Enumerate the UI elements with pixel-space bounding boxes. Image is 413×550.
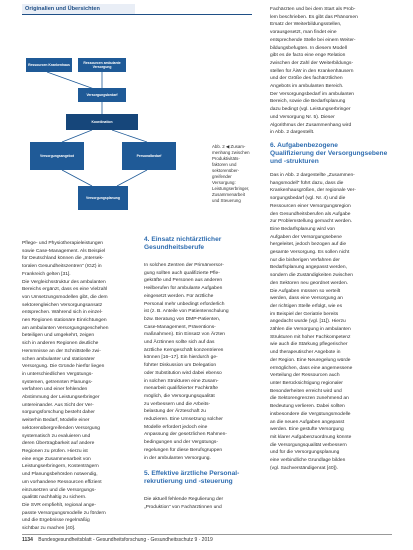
text-line: systemen, getrennten Planungs- [22, 379, 93, 385]
caption-line: und Steuerung [212, 198, 241, 203]
text-line: insbesondere die Vergütungsmodelle [270, 411, 351, 417]
text-line: gekräfte und Personen aus anderen [144, 278, 223, 284]
text-line: regelungen für diese Berufsgruppen [144, 447, 223, 453]
page-number: 1134 [22, 537, 33, 543]
text-line: Qualifizierung der Versorgungsebene [270, 150, 388, 157]
text-line: untereinander. Aus Sicht der Ver- [22, 402, 94, 408]
text-line: in der ambulanten Versorgung. [144, 455, 211, 461]
text-line: die Sektorengrenzen zunehmend an [270, 396, 349, 402]
text-line: menarbeit qualifizierter Fachkräfte [144, 386, 218, 392]
text-line: Abstimmung der Leistungserbringer [22, 395, 100, 401]
text-line: Pflege- und Physiotherapieleistungen [22, 241, 104, 246]
text-line: um vorhandene Ressourcen effizient [22, 479, 102, 485]
box-ressourcen-amb: Ressourcen ambulante Versorgung [78, 58, 126, 72]
text-line: Case-Management, Präventions- [144, 324, 216, 330]
text-line: ermöglichen, dass eine angemessene [270, 365, 353, 371]
journal-name: Bundesgesundheitsblatt - Gesundheitsforschung - Gesundheitsschutz 9 · 2019 [38, 537, 213, 543]
text-line: Versorgung. Die Gründe hierfür liegen [22, 364, 105, 370]
text-line: möglich, die Versorgungsqualität [144, 393, 215, 399]
text-line: und der Größe des fachärztlichen [270, 76, 343, 82]
text-line: gung sollten auch qualifizierte Pfle- [144, 270, 220, 276]
text-line: Besonderheiten erreicht wird und [270, 388, 342, 394]
text-line: und die Ergebnisse regelmäßig [22, 518, 90, 524]
text-line: sowie Case-Management. Als Beispiel [22, 248, 106, 254]
text-line: und Versorgung Nr. 5). Dieser [270, 114, 335, 120]
text-line: sondern die Zuständigkeiten zwischen [270, 273, 353, 279]
column-left [22, 240, 138, 533]
text-line: Gesundheitsberufe [144, 244, 205, 251]
text-line: 5. Effektive ärztliche Personal- [144, 470, 240, 477]
text-line: weiterhin Bedarf, Modelle einer [22, 418, 90, 424]
text-line: qualität nachhaltig zu sichern. [22, 495, 87, 501]
text-line: bedingungen und der Vergütungs- [144, 440, 218, 446]
text-line: an die neuen Aufgaben angepasst [270, 419, 345, 425]
text-line: lem beschrieben. Es gibt das Phänomen [270, 14, 358, 20]
text-line: Algorithmus der Zusammenhang wird [270, 122, 352, 128]
text-line: den Sektoren neu geordnet werden. [270, 280, 349, 286]
text-line: Bedarfsplanung angepasst werden, [270, 265, 347, 271]
text-line: eine enge Zusammenarbeit von [22, 456, 91, 462]
text-line: am ambulanten Versorgungsgeschehen [22, 325, 109, 331]
text-line: 4. Einsatz nichtärztlicher [144, 236, 222, 243]
text-line: entsprechende Stelle bei einem Weiter- [270, 37, 356, 43]
text-line: Krankenhausgrößen, der regionale Ver- [270, 188, 356, 194]
text-line: deren Übertragbarkeit auf andere [22, 441, 95, 447]
section-6-body [270, 172, 392, 472]
text-line: eine verbindliche Grundlage bilden [270, 458, 346, 464]
caption-line: Versorgung: [212, 180, 236, 185]
text-line: schen ambulanter und stationärer [22, 356, 95, 362]
box-koordination: Koordination [66, 114, 138, 130]
text-line: und Planungsbehörden notwendig, [22, 472, 98, 478]
caption-line: Leistungserbringer, [212, 186, 250, 191]
text-line: entsprechen. Während sich in einzel- [22, 310, 103, 316]
text-line: nur die bisherigen Verfahren der [270, 257, 340, 263]
text-line: systematisch zu evaluieren und [22, 433, 91, 439]
text-line: angedacht wurde (vgl. [11]). Hierzu [270, 319, 346, 325]
text-line: und Ärztinnen sollte sich auf das [144, 340, 215, 346]
text-line: Hemmnisse an der Schnittstelle zwi- [22, 348, 101, 354]
section-5-heading [144, 470, 254, 486]
text-line: Regionen zu prüfen. Hierzu ist [22, 448, 88, 454]
text-line: hergeleitet, jedoch bezogen auf die [270, 242, 347, 248]
caption-line: menhang zwischen [212, 150, 250, 155]
text-line: und -strukturen [270, 158, 319, 165]
caption-line: Abb. 2 ◀ Zusam- [212, 144, 246, 149]
text-line: gesamte Versorgung. Es sollen nicht [270, 250, 350, 256]
text-line: dazu bedingt (vgl. Leistungserbringer [270, 107, 351, 113]
text-line: die Versorgungsqualität verbessern [270, 442, 347, 448]
section-6-heading [270, 142, 392, 166]
text-line: zur Problemstellung gemacht werden. [270, 219, 353, 225]
text-line: Modelle erfordert jedoch eine [144, 424, 208, 430]
text-line: der Region. Eine Neuregelung würde [270, 357, 351, 363]
text-line: im Beispiel der Geriatrie bereits [270, 311, 339, 317]
text-line: „Produktion“ von Fachärztinnen und [144, 504, 222, 510]
text-line: mit klarer Aufgabenzuordnung könnte [270, 434, 352, 440]
footer-rule [22, 534, 392, 535]
section-4-body [144, 262, 254, 462]
text-line: maßnahmen). Ein Einsatz von Ärzten [144, 332, 226, 338]
section-label: Originalien und Übersichten [22, 4, 135, 14]
text-line: zwischen der Zahl der Weiterbildungs- [270, 60, 354, 66]
text-line: und therapeutischer Angebote in [270, 350, 341, 356]
text-line: Angebots im ambulanten Bereich. [270, 84, 344, 90]
text-line: den Gesundheitsberufen als Aufgabe [270, 211, 351, 217]
text-line: verfahren und einer fehlenden [22, 387, 88, 393]
figure-2 [22, 38, 252, 234]
text-line: zählen die Versorgung in ambulanten [270, 327, 351, 333]
text-line: Heilberufen für ambulante Aufgaben [144, 286, 223, 292]
text-line: Verteilung der Ressourcen auch [270, 373, 340, 379]
text-line: zu verbessern und die Arbeits- [144, 401, 211, 407]
text-line: Die Vergleichsstruktur des ambulanten [22, 279, 106, 285]
text-line: oder Substitution wird dabei ebenso [144, 370, 222, 376]
text-line: Personal mehr unbedingt erforderlich [144, 301, 225, 307]
text-line: werden, dass eine Versorgung an [270, 296, 343, 302]
text-line: in Abb. 2 dargestellt. [270, 130, 315, 136]
text-line: Die SVR empfiehlt, regional ange- [22, 502, 96, 508]
text-line: bildungsbefugten. In diesem Modell [270, 45, 347, 51]
text-line: ärztliche Kerngeschäft konzentrieren [144, 347, 224, 353]
text-line: sich in anderen Regionen deutliche [22, 341, 99, 347]
text-line: (vgl. Sachverständigenrat [40]). [270, 465, 338, 471]
text-line: nen Regionen stationäre Einrichtungen [22, 318, 107, 324]
text-line: stellen für ÄiW in den Krankenhäusern [270, 68, 354, 74]
text-line: in solchen Strukturen eine Zusam- [144, 378, 219, 384]
column-right-top [270, 6, 392, 137]
text-line: vorausgesetzt, man findet eine [270, 30, 337, 36]
text-line: in unterschiedlichen Vergütungs- [22, 371, 93, 377]
text-line: beteiligen und umgekehrt, zeigen [22, 333, 95, 339]
text-line: Bereichs ergänzt, dass es eine Vielzahl [22, 287, 108, 293]
section-4-heading [144, 236, 254, 252]
section-5-body [144, 496, 254, 511]
text-line: Frankreich gelten [31]. [22, 271, 71, 277]
box-angebot: Versorgungsangebot [30, 142, 84, 170]
text-line: können [16–17]. Ein hierdurch ge- [144, 355, 218, 361]
text-line: belastung der Ärzteschaft zu [144, 409, 206, 415]
box-ressourcen-kh: Ressourcen Krankenhaus [26, 58, 72, 72]
text-line: Bedeutung verlieren. Dabei sollten [270, 404, 345, 410]
text-line: hangsmodell“ führt dazu, dass die [270, 180, 344, 186]
text-line: eingesetzt werden. Für ärztliche [144, 293, 214, 299]
text-line: Leistungserbringern, Kostenträgern [22, 464, 99, 470]
text-line: für Deutschland können die „Intersek- [22, 256, 104, 262]
text-line: Ersatz der Weiterbildungsstellen, [270, 22, 342, 28]
caption-line: faktoren und [212, 162, 237, 167]
caption-line: Produktivitäts- [212, 156, 240, 161]
text-line: rekrutierung und -steuerung [144, 478, 233, 485]
text-line: werden. Eine gestufte Versorgung [270, 427, 344, 433]
page-footer [22, 537, 213, 543]
text-line: passte Versorgungsmodelle zu fördern [22, 510, 106, 516]
text-line: Der Versorgungsbedarf im ambulanten [270, 91, 355, 97]
text-line: Die aktuell fehlende Regulierung der [144, 497, 224, 502]
text-line: von Umsetzungsmodellen gibt, die dem [22, 294, 108, 300]
text-line: Eine Bedarfsplanung wird von [270, 226, 335, 232]
text-line: gibt es de facto eine enge Relation [270, 53, 346, 59]
text-line: Anpassung der gesetzlichen Rahmen- [144, 432, 227, 438]
text-line: Ressourcen einer Versorgungsregion [270, 203, 351, 209]
box-bedarf: Versorgungsbedarf [78, 88, 126, 102]
text-line: wie auch die Stärkung pflegerischer [270, 342, 348, 348]
text-line: sichtbar zu machen [40]. [22, 526, 76, 532]
text-line: Die Aufgaben müssen so verteilt [270, 288, 341, 294]
text-line: Aufgaben der Versorgungsebene [270, 234, 342, 240]
text-line: führter Diskussion um Delegation [144, 363, 217, 369]
text-line: sorgungsbedarf (vgl. Nr. 4) und die [270, 196, 346, 202]
text-line: reduzieren. Eine Umsetzung solcher [144, 417, 223, 423]
text-line: toralen Gesundheitszentren“ (IGZ) in [22, 264, 102, 270]
text-line: der richtigen Stelle erfolgt, wie es [270, 303, 343, 309]
text-line: sektorenübergreifenden Versorgung [22, 425, 101, 431]
caption-line: greifender [212, 174, 232, 179]
text-line: sorgungsforschung besteht daher [22, 410, 95, 416]
text-line: sektorengleichen Versorgungsansatz [22, 302, 103, 308]
text-line: und für die Versorgungsplanung [270, 450, 340, 456]
caption-line: sektorenüber- [212, 168, 240, 173]
caption-line: Zusammenarbeit [212, 192, 245, 197]
text-line: Strukturen mit hoher Fachkompetenz [270, 334, 351, 340]
text-line: ist (z. B. Anteile von Patientenschulung [144, 309, 229, 315]
text-line: Bereich, sowie die Bedarfsplanung [270, 99, 346, 105]
text-line: Das in Abb. 2 dargestellte „Zusammen- [270, 173, 355, 178]
text-line: unter Berücksichtigung regionaler [270, 380, 343, 386]
text-line: bzw. Beratung von DMP-Patienten, [144, 316, 221, 322]
text-line: Fachärzten und bei dem Start als Prob- [270, 7, 356, 12]
box-personal: Personalbedarf [122, 142, 176, 170]
text-line: einzusetzen und die Versorgungs- [22, 487, 96, 493]
text-line: 6. Aufgabenbezogene [270, 142, 338, 149]
header-rule [22, 14, 252, 15]
box-planung: Versorgungsplanung [78, 186, 128, 210]
text-line: In solchen Zentren der Primärversor- [144, 263, 224, 268]
